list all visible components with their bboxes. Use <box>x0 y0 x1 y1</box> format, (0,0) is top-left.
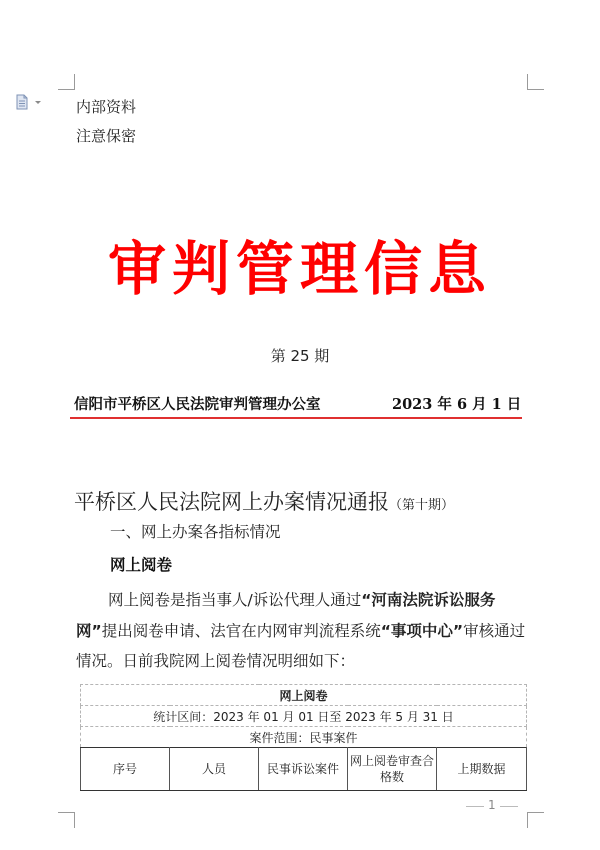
report-title-suffix: （第十期） <box>389 498 455 513</box>
masthead-title: 审判管理信息 <box>107 235 492 303</box>
page-number: 1 <box>488 798 496 812</box>
table-header-cell: 序号 <box>81 748 170 791</box>
paragraph-emphasis: “事项中心” <box>380 621 464 640</box>
table-header-cell: 人员 <box>170 748 259 791</box>
crop-mark-bottom-left <box>58 812 74 813</box>
crop-mark-bottom-right <box>527 812 528 828</box>
confidential-label: 注意保密 <box>76 127 137 145</box>
table-title: 网上阅卷 <box>81 685 527 706</box>
crop-mark-top-right <box>527 74 528 90</box>
paragraph-text: 审核通过情况。日前我院网上阅卷情况明细如下： <box>76 621 526 670</box>
internal-material-label: 内部资料 <box>76 98 137 116</box>
table-scope: 案件范围：民事案件 <box>81 727 527 748</box>
section-heading: 一、网上办案各指标情况 <box>110 523 281 541</box>
page-number-rule <box>500 806 518 807</box>
table-header-cell: 网上阅卷审查合格数 <box>348 748 437 791</box>
paragraph-text: 提出阅卷申请、法官在内网审判流程系统 <box>101 621 381 640</box>
sub-heading: 网上阅卷 <box>110 556 173 574</box>
report-title-text: 平桥区人民法院网上办案情况通报 <box>74 490 389 514</box>
crop-mark-bottom-left <box>74 812 75 828</box>
crop-mark-top-left <box>58 89 74 90</box>
document-icon[interactable] <box>16 94 46 110</box>
red-divider <box>70 417 522 419</box>
chevron-down-icon <box>35 101 41 104</box>
table-header-cell: 民事诉讼案件 <box>259 748 348 791</box>
issue-date: 2023 年 6 月 1 日 <box>392 396 522 413</box>
table-period: 统计区间：2023 年 01 月 01 日至 2023 年 5 月 31 日 <box>81 706 527 727</box>
crop-mark-bottom-right <box>528 812 544 813</box>
report-title <box>74 486 454 516</box>
table-header-cell: 上期数据 <box>437 748 527 791</box>
issuer-name: 信阳市平桥区人民法院审判管理办公室 <box>74 396 321 413</box>
body-paragraph <box>76 585 526 677</box>
crop-mark-top-right <box>528 89 544 90</box>
issue-number: 第 25 期 <box>270 347 330 365</box>
statistics-table <box>80 684 527 791</box>
crop-mark-top-left <box>74 74 75 90</box>
paragraph-emphasis: “河南法院诉讼服务网” <box>76 591 496 640</box>
page-number-rule <box>466 806 484 807</box>
paragraph-text: 网上阅卷是指当事人/诉讼代理人通过 <box>108 591 362 609</box>
